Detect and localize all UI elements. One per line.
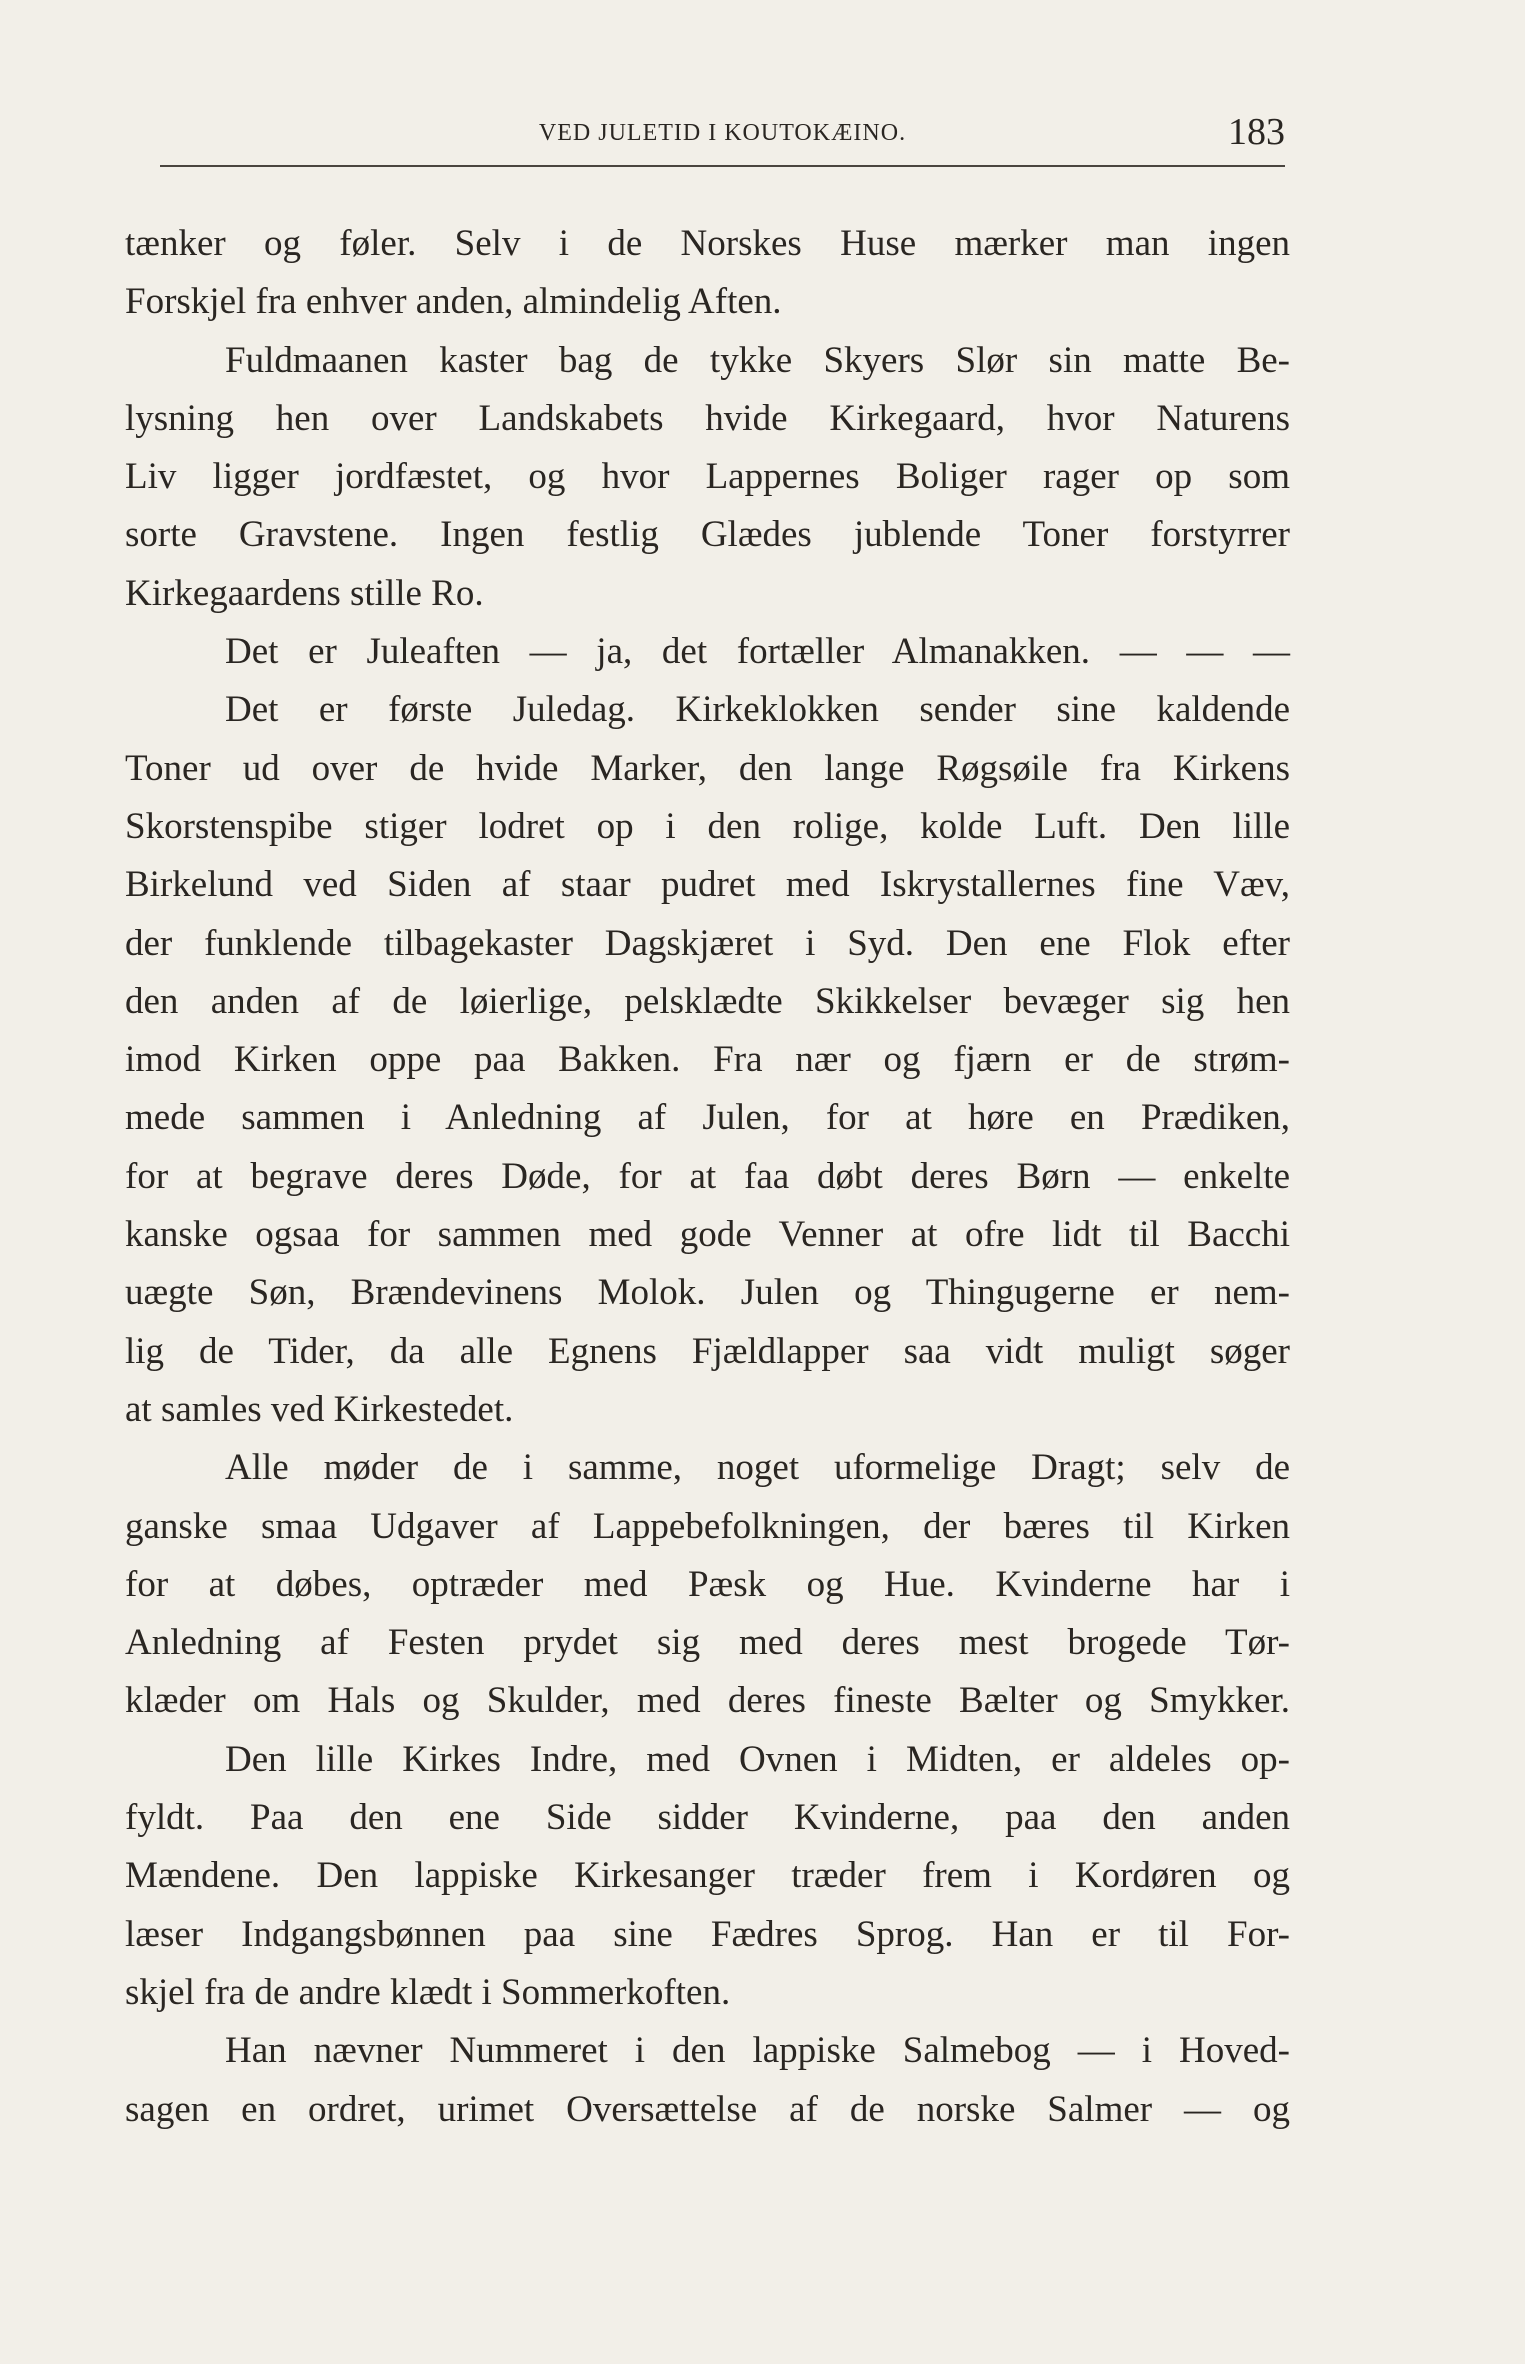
- text-line: fyldt. Paa den ene Side sidder Kvinderne, paa den anden: [125, 1797, 1290, 1839]
- text-line: Skorstenspibe stiger lodret op i den rolige, kolde Luft. Den lille: [125, 805, 1290, 847]
- text-line: mede sammen i Anledning af Julen, for at høre en Prædiken,: [125, 1097, 1290, 1139]
- text-line: Alle møder de i samme, noget uformelige Dragt; selv de: [225, 1447, 1290, 1489]
- text-line: Han nævner Nummeret i den lappiske Salmebog — i Hoved-: [225, 2030, 1290, 2072]
- text-line: Mændene. Den lappiske Kirkesanger træder frem i Kordøren og: [125, 1855, 1290, 1897]
- text-line: Liv ligger jordfæstet, og hvor Lappernes Boliger rager op som: [125, 456, 1290, 498]
- running-title: VED JULETID I KOUTOKÆINO.: [538, 120, 907, 146]
- text-line: tænker og føler. Selv i de Norskes Huse mærker man ingen: [125, 223, 1290, 264]
- text-line: uægte Søn, Brændevinens Molok. Julen og Thingugerne er nem-: [125, 1272, 1290, 1314]
- text-line: Forskjel fra enhver anden, almindelig Aften.: [125, 281, 782, 323]
- text-line: Fuldmaanen kaster bag de tykke Skyers Slør sin matte Be-: [225, 339, 1290, 381]
- text-line: skjel fra de andre klædt i Sommerkoften.: [125, 1971, 731, 2013]
- text-line: Det er første Juledag. Kirkeklokken sender sine kaldende: [225, 689, 1290, 731]
- text-line: den anden af de løierlige, pelsklædte Skikkelser bevæger sig hen: [125, 980, 1290, 1022]
- header-rule: [160, 165, 1285, 167]
- text-line: lysning hen over Landskabets hvide Kirkegaard, hvor Naturens: [125, 397, 1290, 439]
- text-line: der funklende tilbagekaster Dagskjæret i Syd. Den ene Flok efter: [125, 922, 1290, 964]
- page-number: 183: [1228, 111, 1285, 153]
- text-line: for at begrave deres Døde, for at faa døbt deres Børn — enkelte: [125, 1155, 1290, 1197]
- text-line: kanske ogsaa for sammen med gode Venner at ofre lidt til Bacchi: [125, 1214, 1290, 1256]
- text-line: Toner ud over de hvide Marker, den lange Røgsøile fra Kirkens: [125, 747, 1290, 789]
- text-line: ganske smaa Udgaver af Lappebefolkningen, der bæres til Kirken: [125, 1505, 1290, 1547]
- text-line: lig de Tider, da alle Egnens Fjældlapper saa vidt muligt søger: [125, 1330, 1290, 1372]
- body-text: [125, 215, 1290, 2139]
- text-line: læser Indgangsbønnen paa sine Fædres Sprog. Han er til For-: [125, 1913, 1290, 1955]
- text-line: imod Kirken oppe paa Bakken. Fra nær og fjærn er de strøm-: [125, 1039, 1290, 1081]
- text-line: at samles ved Kirkestedet.: [125, 1388, 514, 1430]
- page-header: [160, 110, 1285, 160]
- text-line: Den lille Kirkes Indre, med Ovnen i Midten, er aldeles op-: [225, 1738, 1290, 1780]
- text-line: Anledning af Festen prydet sig med deres mest brogede Tør-: [125, 1622, 1290, 1664]
- text-line: Det er Juleaften — ja, det fortæller Almanakken. — — —: [225, 631, 1290, 673]
- text-line: Birkelund ved Siden af staar pudret med Iskrystallernes fine Væv,: [125, 864, 1290, 906]
- text-line: sorte Gravstene. Ingen festlig Glædes jublende Toner forstyrrer: [125, 514, 1290, 556]
- text-line: klæder om Hals og Skulder, med deres fineste Bælter og Smykker.: [125, 1680, 1290, 1722]
- text-line: Kirkegaardens stille Ro.: [125, 572, 484, 614]
- text-line: for at døbes, optræder med Pæsk og Hue. Kvinderne har i: [125, 1563, 1290, 1605]
- text-line: sagen en ordret, urimet Oversættelse af de norske Salmer — og: [125, 2088, 1290, 2130]
